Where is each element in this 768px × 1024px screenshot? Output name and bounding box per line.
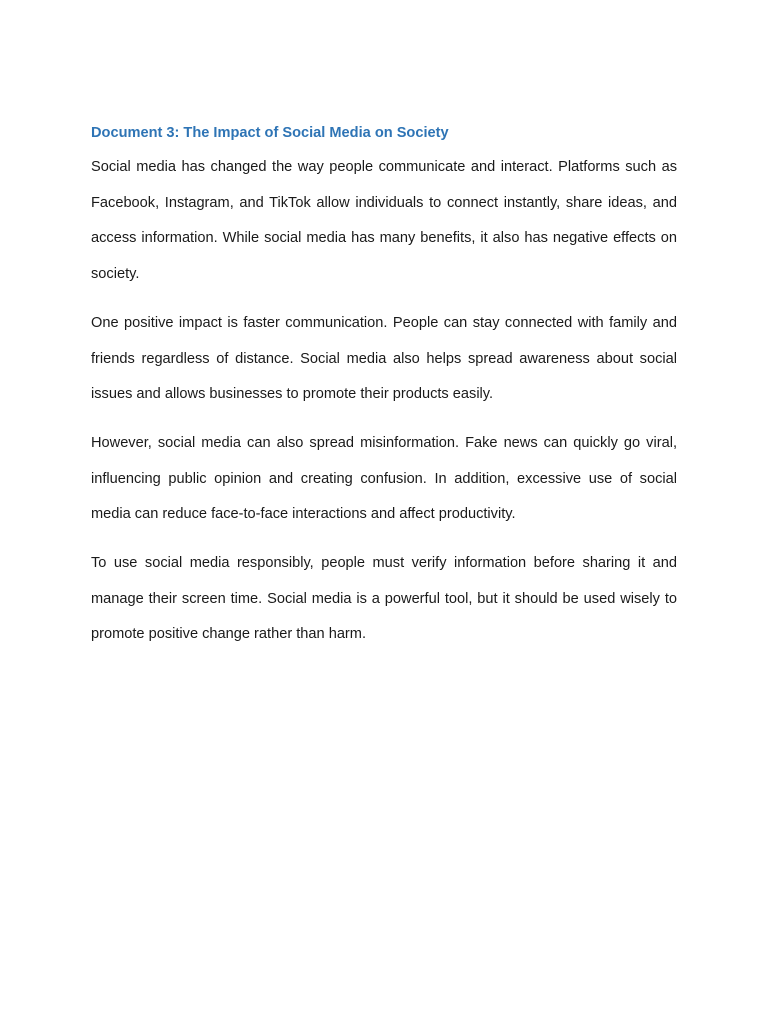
document-title: Document 3: The Impact of Social Media on Society [91,125,449,141]
paragraph-conclusion: To use social media responsibly, people must verify information before sharing it and manage their screen time. Social media is a powerful tool, but it should be used wisely to promote positive change rather than harm. [91,555,677,643]
paragraph-positive-impact: One positive impact is faster communication. People can stay connected with family and friends regardless of distance. Social media also helps spread awareness about social issues and allows businesses to promote their products easily. [91,314,677,403]
paragraph-negative-impact: However, social media can also spread misinformation. Fake news can quickly go viral, influencing public opinion and creating confusion. In addition, excessive use of social media can reduce face-to-face interactions and affect productivity. [91,434,677,523]
paragraph-intro: Social media has changed the way people communicate and interact. Platforms such as Facebook, Instagram, and TikTok allow individuals to connect instantly, share ideas, and access information. While social media has many benefits, it also has negative effects on society. [91,159,677,283]
document-body [91,121,677,666]
